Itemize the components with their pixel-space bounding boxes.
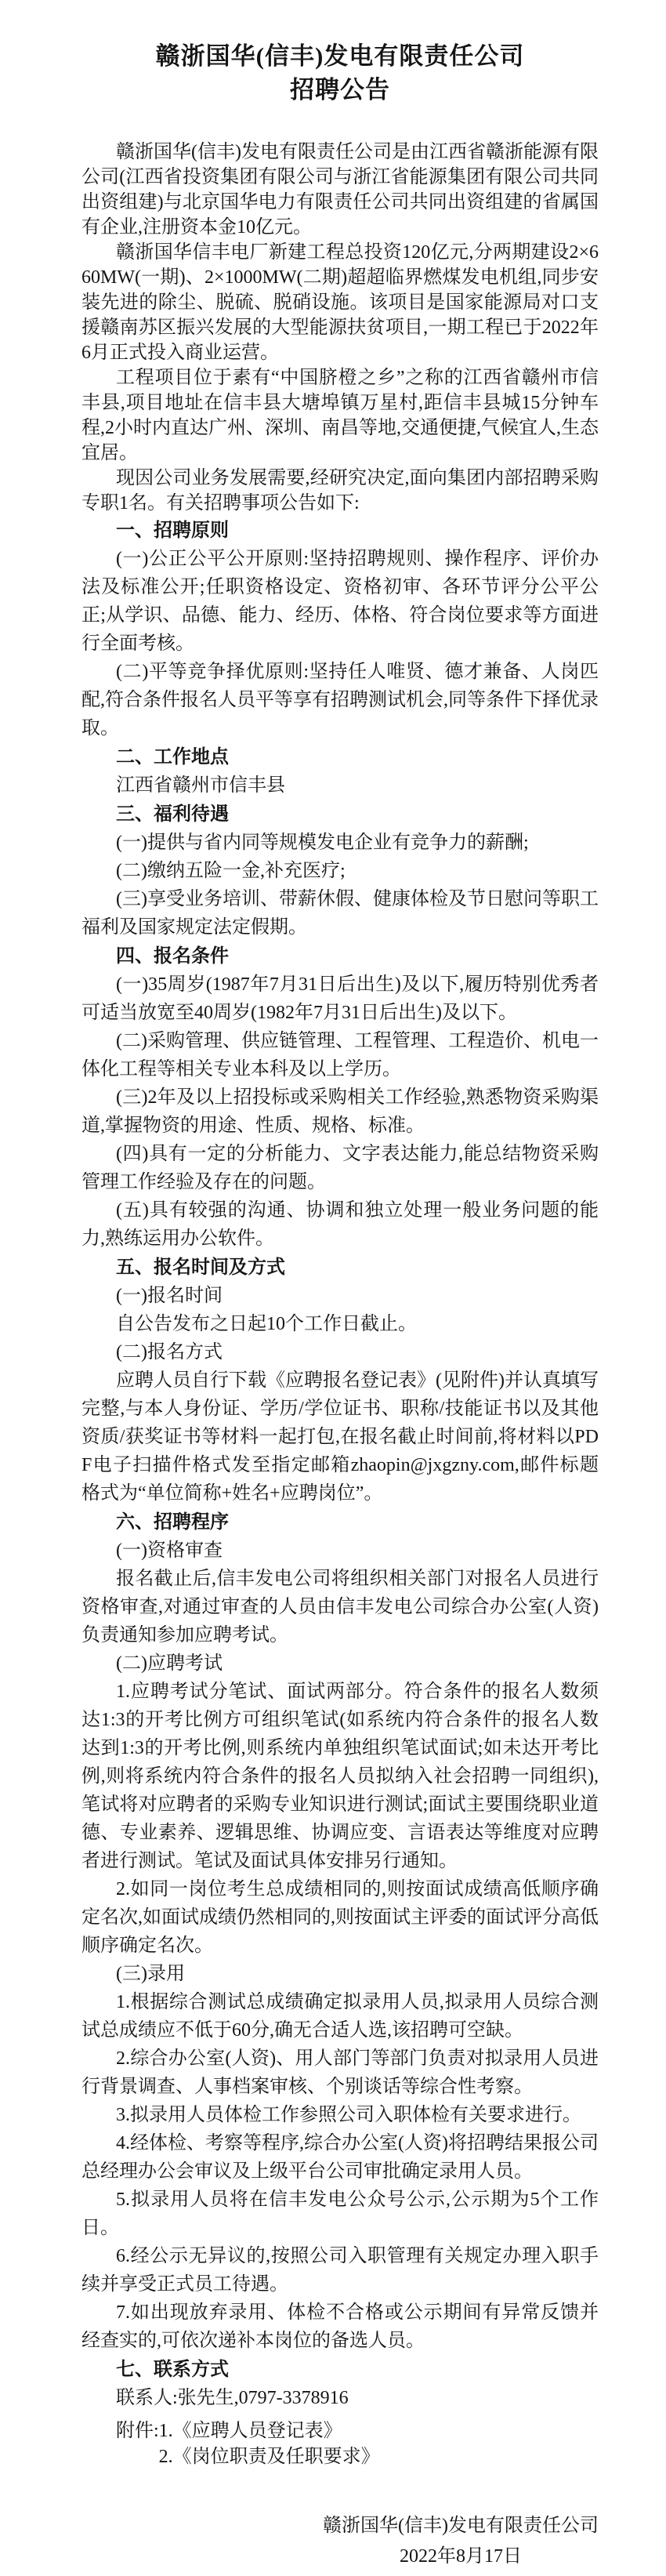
signature-inner	[323, 2511, 599, 2572]
subheading-apply-time: (一)报名时间	[116, 1286, 223, 1306]
paragraph-requirement-age: (一)35周岁(1987年7月31日后出生)及以下,履历特别优秀者可适当放宽至40周岁(1982年7月31日后出生)及以下。	[81, 974, 599, 1023]
paragraph-benefit-welfare: (三)享受业务培训、带薪休假、健康体检及节日慰问等职工福利及国家规定法定假期。	[81, 889, 599, 938]
page-title-subtitle-line: 招聘公告	[290, 76, 390, 103]
paragraph-qualification-review-detail: 报名截止后,信丰发电公司将组织相关部门对报名人员进行资格审查,对通过审查的人员由信丰发电公司综合办公室(人资)负责通知参加应聘考试。	[81, 1569, 599, 1645]
subheading-exam: (二)应聘考试	[116, 1653, 223, 1674]
section-heading-benefits: 三、福利待遇	[116, 804, 229, 825]
attachment-list	[116, 2418, 599, 2470]
paragraph-hiring-6: 6.经公示无异议的,按照公司入职管理有关规定办理入职手续并享受正式员工待遇。	[81, 2246, 599, 2295]
subheading-qualification-review: (一)资格审查	[116, 1540, 223, 1561]
paragraph-hiring-2: 2.综合办公室(人资)、用人部门等部门负责对拟录用人员进行背景调查、人事档案审核、个别谈话等综合性考察。	[81, 2048, 599, 2097]
paragraph-benefit-insurance: (二)缴纳五险一金,补充医疗;	[116, 861, 346, 881]
paragraph-hiring-1: 1.根据综合测试总成绩确定拟录用人员,拟录用人员综合测试总成绩应不低于60分,确无合适人选,该招聘可空缺。	[81, 1992, 599, 2041]
signature-company: 赣浙国华(信丰)发电有限责任公司	[323, 2516, 599, 2536]
paragraph-hiring-5: 5.拟录用人员将在信丰发电公众号公示,公示期为5个工作日。	[81, 2190, 599, 2238]
paragraph-requirement-experience: (三)2年及以上招投标或采购相关工作经验,熟悉物资采购渠道,掌握物资的用途、性质、规格、标准。	[81, 1087, 599, 1136]
paragraph-hiring-4: 4.经体检、考察等程序,综合办公室(人资)将招聘结果报公司总经理办公会审议及上级平台公司审批确定录用人员。	[81, 2133, 599, 2182]
paragraph-benefit-salary: (一)提供与省内同等规模发电企业有竞争力的薪酬;	[116, 833, 529, 853]
section-heading-work-location: 二、工作地点	[116, 746, 229, 767]
section-heading-principles: 一、招聘原则	[116, 520, 229, 541]
paragraph-recruit-reason: 现因公司业务发展需要,经研究决定,面向集团内部招聘采购专职1名。有关招聘事项公告如下:	[81, 468, 599, 513]
paragraph-apply-deadline: 自公告发布之日起10个工作日截止。	[116, 1314, 417, 1334]
paragraph-work-location: 江西省赣州市信丰县	[116, 775, 285, 796]
paragraph-requirement-education: (二)采购管理、供应链管理、工程管理、工程造价、机电一体化工程等相关专业本科及以上学历。	[81, 1031, 599, 1079]
section-heading-requirements: 四、报名条件	[116, 945, 229, 967]
page-title	[81, 39, 599, 107]
paragraph-hiring-7: 7.如出现放弃录用、体检不合格或公示期间有异常反馈并经查实的,可依次递补本岗位的备选人员。	[81, 2302, 599, 2351]
paragraph-exam-detail-2: 2.如同一岗位考生总成绩相同的,则按面试成绩高低顺序确定名次,如面试成绩仍然相同的,则按面试主评委的面试评分高低顺序确定名次。	[81, 1879, 599, 1956]
paragraph-requirement-analysis: (四)具有一定的分析能力、文字表达能力,能总结物资采购管理工作经验及存在的问题。	[81, 1144, 599, 1192]
paragraph-exam-detail-1: 1.应聘考试分笔试、面试两部分。符合条件的报名人数须达1:3的开考比例方可组织笔试(如系统内符合条件的报名人数达到1:3的开考比例,则系统内单独组织笔试面试;如未达开考比例,则将系统内符合条件的报名人员拟纳入社会招聘一同组织),笔试将对应聘者的采购专业知识进行测试;面试主要围绕职业道德、专业素养、逻辑思维、协调应变、言语表达等维度对应聘者进行测试。笔试及面试具体安排另行通知。	[81, 1682, 599, 1871]
paragraph-company-intro: 赣浙国华(信丰)发电有限责任公司是由江西省赣浙能源有限公司(江西省投资集团有限公司与浙江省能源集团有限公司共同出资组建)与北京国华电力有限责任公司共同出资组建的省属国有企业,注册资本金10亿元。	[81, 142, 599, 238]
paragraph-principle-competition: (二)平等竞争择优原则:坚持任人唯贤、德才兼备、人岗匹配,符合条件报名人员平等享有招聘测试机会,同等条件下择优录取。	[81, 662, 599, 738]
page-title-company-line: 赣浙国华(信丰)发电有限责任公司	[155, 42, 525, 70]
contact-line: 联系人:张先生,0797-3378916	[116, 2388, 349, 2408]
paragraph-principle-fairness: (一)公正公平公开原则:坚持招聘规则、操作程序、评价办法及标准公开;任职资格设定、资格初审、各环节评分公平公正;从学识、品德、能力、经历、体格、符合岗位要求等方面进行全面考核。	[81, 549, 599, 654]
paragraph-hiring-3: 3.拟录用人员体检工作参照公司入职体检有关要求进行。	[116, 2105, 581, 2125]
signature-block	[81, 2511, 599, 2572]
section-heading-procedure: 六、招聘程序	[116, 1511, 229, 1533]
paragraph-apply-method-detail: 应聘人员自行下载《应聘报名登记表》(见附件)并认真填写完整,与本人身份证、学历/学位证书、职称/技能证书以及其他资质/获奖证书等材料一起打包,在报名截止时间前,将材料以PDF电子扫描件格式发至指定邮箱zhaopin@jxgzny.com,邮件标题格式为“单位简称+姓名+应聘岗位”。	[81, 1370, 599, 1504]
paragraph-project-location: 工程项目位于素有“中国脐橙之乡”之称的江西省赣州市信丰县,项目地址在信丰县大塘埠镇万星村,距信丰县城15分钟车程,2小时内直达广州、深圳、南昌等地,交通便捷,气候宜人,生态宜居。	[81, 368, 599, 463]
signature-date: 2022年8月17日	[400, 2546, 522, 2567]
attachment-item-1: 1.《应聘人员登记表》	[158, 2421, 342, 2441]
section-heading-apply-time-method: 五、报名时间及方式	[116, 1257, 285, 1278]
paragraph-project-investment: 赣浙国华信丰电厂新建工程总投资120亿元,分两期建设2×660MW(一期)、2×1000MW(二期)超超临界燃煤发电机组,同步安装先进的除尘、脱硫、脱硝设施。该项目是国家能源局对口支援赣南苏区振兴发展的大型能源扶贫项目,一期工程已于2022年6月正式投入商业运营。	[81, 242, 599, 363]
attachment-items	[159, 2418, 380, 2470]
subheading-hiring: (三)录用	[116, 1964, 185, 1984]
subheading-apply-method: (二)报名方式	[116, 1342, 223, 1362]
attachment-label: 附件:	[116, 2421, 159, 2441]
section-heading-contact: 七、联系方式	[116, 2359, 229, 2380]
attachment-item-2: 2.《岗位职责及任职要求》	[158, 2447, 380, 2467]
paragraph-requirement-communication: (五)具有较强的沟通、协调和独立处理一般业务问题的能力,熟练运用办公软件。	[81, 1200, 599, 1249]
